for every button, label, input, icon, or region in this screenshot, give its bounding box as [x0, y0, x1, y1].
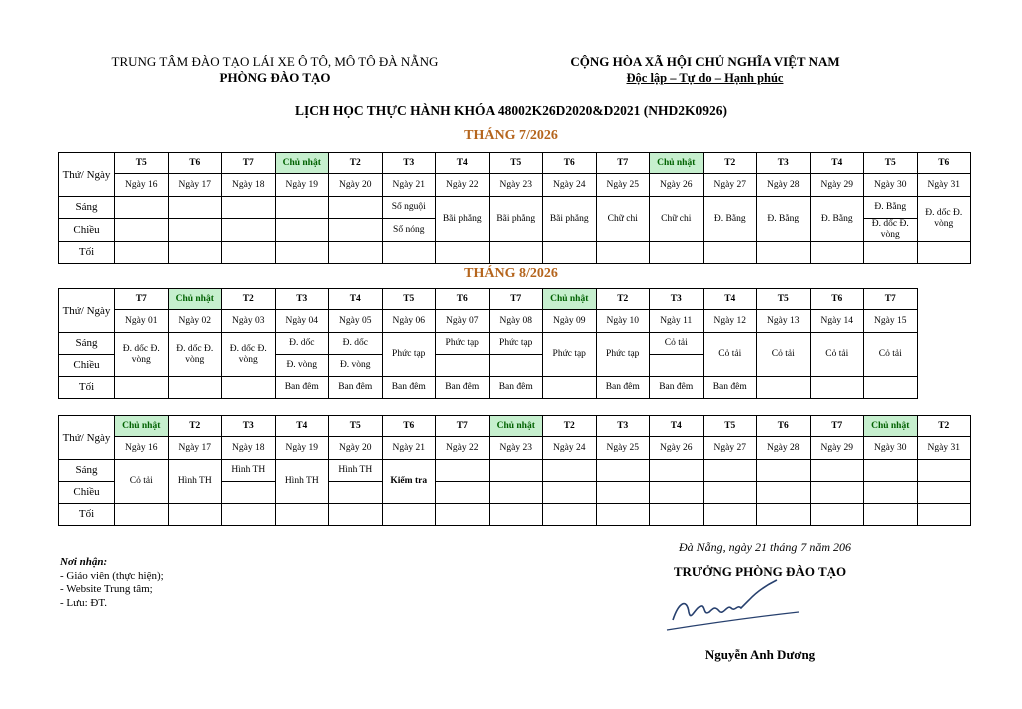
session-cell-chieu — [489, 355, 543, 377]
session-cell-sang — [489, 460, 543, 482]
day-of-week-cell: T4 — [810, 153, 864, 174]
session-cell-merged: Cỏ tải — [115, 460, 169, 504]
day-of-week-cell: Chủ nhật — [543, 289, 597, 310]
row-label-sang: Sáng — [59, 460, 115, 482]
day-of-week-cell: T3 — [275, 289, 329, 310]
day-of-week-cell: T3 — [757, 153, 811, 174]
session-cell-chieu: Đ. vòng — [329, 355, 383, 377]
session-cell-sang — [115, 197, 169, 219]
day-of-week-cell: T2 — [329, 153, 383, 174]
date-cell: Ngày 29 — [810, 174, 864, 197]
session-cell-merged: Phức tạp — [596, 333, 650, 377]
day-of-week-cell: Chủ nhật — [864, 416, 918, 437]
date-cell: Ngày 25 — [596, 437, 650, 460]
session-cell-toi: Ban đêm — [329, 377, 383, 399]
day-of-week-cell: T4 — [436, 153, 490, 174]
session-cell-sang — [596, 460, 650, 482]
session-cell-toi — [275, 504, 329, 526]
session-cell-toi: Ban đêm — [275, 377, 329, 399]
org-header — [60, 54, 490, 86]
session-cell-toi — [543, 377, 597, 399]
date-cell: Ngày 22 — [436, 437, 490, 460]
day-of-week-cell: T2 — [703, 153, 757, 174]
session-cell-toi — [115, 377, 169, 399]
day-of-week-cell: T5 — [489, 153, 543, 174]
date-cell: Ngày 01 — [115, 310, 169, 333]
day-of-week-cell: T7 — [810, 416, 864, 437]
day-of-week-cell: T4 — [329, 289, 383, 310]
day-of-week-cell: T4 — [703, 289, 757, 310]
date-cell: Ngày 16 — [115, 174, 169, 197]
session-cell-sang: Hình TH — [329, 460, 383, 482]
date-cell: Ngày 04 — [275, 310, 329, 333]
session-cell-merged: Cỏ tải — [703, 333, 757, 377]
session-cell-sang — [222, 197, 276, 219]
session-cell-merged: Hình TH — [168, 460, 222, 504]
session-cell-toi: Ban đêm — [650, 377, 704, 399]
session-cell-chieu — [703, 482, 757, 504]
session-cell-toi — [168, 242, 222, 264]
day-of-week-cell: T3 — [382, 153, 436, 174]
session-cell-merged: Phức tạp — [543, 333, 597, 377]
session-cell-toi — [382, 242, 436, 264]
month-title-august: THÁNG 8/2026 — [464, 266, 558, 281]
date-cell: Ngày 20 — [329, 174, 383, 197]
session-cell-toi — [757, 242, 811, 264]
session-cell-merged: Kiểm tra — [382, 460, 436, 504]
session-cell-sang — [329, 197, 383, 219]
date-cell: Ngày 22 — [436, 174, 490, 197]
session-cell-merged: Chữ chi — [650, 197, 704, 242]
session-cell-chieu — [329, 482, 383, 504]
session-cell-chieu — [596, 482, 650, 504]
day-of-week-cell: T4 — [650, 416, 704, 437]
session-cell-sang: Cỏ tải — [650, 333, 704, 355]
date-cell: Ngày 14 — [810, 310, 864, 333]
session-cell-chieu — [222, 219, 276, 242]
org-name: TRUNG TÂM ĐÀO TẠO LÁI XE Ô TÔ, MÔ TÔ ĐÀ NẴNG — [111, 54, 439, 69]
date-cell: Ngày 30 — [864, 174, 918, 197]
session-cell-sang — [543, 460, 597, 482]
signer-position: TRƯỞNG PHÒNG ĐÀO TẠO — [673, 564, 847, 579]
day-of-week-cell: T5 — [703, 416, 757, 437]
session-cell-toi — [917, 504, 971, 526]
row-label-sang: Sáng — [59, 197, 115, 219]
date-cell: Ngày 05 — [329, 310, 383, 333]
day-of-week-cell: T7 — [864, 289, 918, 310]
date-line: Đà Nẵng, ngày 21 tháng 7 năm 206 — [679, 540, 851, 554]
date-cell: Ngày 27 — [703, 174, 757, 197]
day-of-week-cell: T2 — [543, 416, 597, 437]
session-cell-toi — [329, 242, 383, 264]
date-cell: Ngày 19 — [275, 437, 329, 460]
session-cell-toi: Ban đêm — [703, 377, 757, 399]
session-cell-sang — [703, 460, 757, 482]
session-cell-sang — [810, 460, 864, 482]
day-of-week-cell: T3 — [650, 289, 704, 310]
session-cell-merged: Đ. dốc Đ. vòng — [222, 333, 276, 377]
day-of-week-cell: T5 — [864, 153, 918, 174]
session-cell-toi — [168, 377, 222, 399]
date-cell: Ngày 10 — [596, 310, 650, 333]
row-label-thu-ngay: Thứ/ Ngày — [59, 153, 115, 197]
session-cell-toi — [917, 242, 971, 264]
row-label-toi: Tối — [59, 242, 115, 264]
day-of-week-cell: Chủ nhật — [650, 153, 704, 174]
session-cell-merged: Đ. Bằng — [757, 197, 811, 242]
session-cell-toi — [436, 504, 490, 526]
day-of-week-cell: T7 — [222, 153, 276, 174]
session-cell-merged: Đ. dốc Đ. vòng — [917, 197, 971, 242]
day-of-week-cell: Chủ nhật — [115, 416, 169, 437]
day-of-week-cell: T2 — [917, 416, 971, 437]
recipients-block — [60, 556, 164, 610]
session-cell-toi — [489, 242, 543, 264]
date-cell: Ngày 29 — [810, 437, 864, 460]
day-of-week-cell: T6 — [436, 289, 490, 310]
session-cell-chieu: Đ. dốc Đ. vòng — [864, 219, 918, 242]
session-cell-toi — [115, 504, 169, 526]
date-cell: Ngày 21 — [382, 174, 436, 197]
session-cell-toi: Ban đêm — [489, 377, 543, 399]
signature-image — [665, 578, 805, 638]
session-cell-chieu — [222, 482, 276, 504]
session-cell-chieu — [543, 482, 597, 504]
date-cell: Ngày 31 — [917, 437, 971, 460]
session-cell-merged: Đ. dốc Đ. vòng — [115, 333, 169, 377]
session-cell-toi — [810, 377, 864, 399]
document-title: LỊCH HỌC THỰC HÀNH KHÓA 48002K26D2020&D2021 (NHD2K0926) — [294, 103, 727, 118]
session-cell-toi: Ban đêm — [436, 377, 490, 399]
day-of-week-cell: T7 — [596, 153, 650, 174]
session-cell-toi — [115, 242, 169, 264]
nation-header — [540, 54, 870, 86]
date-cell: Ngày 13 — [757, 310, 811, 333]
day-of-week-cell: T6 — [382, 416, 436, 437]
day-of-week-cell: T2 — [222, 289, 276, 310]
session-cell-merged: Hình TH — [275, 460, 329, 504]
row-label-chieu: Chiều — [59, 355, 115, 377]
session-cell-toi — [864, 504, 918, 526]
date-cell: Ngày 26 — [650, 174, 704, 197]
session-cell-toi: Ban đêm — [382, 377, 436, 399]
session-cell-chieu — [757, 482, 811, 504]
session-cell-sang — [275, 197, 329, 219]
date-cell: Ngày 24 — [543, 174, 597, 197]
session-cell-chieu — [168, 219, 222, 242]
date-cell: Ngày 18 — [222, 437, 276, 460]
session-cell-merged: Đ. Bằng — [703, 197, 757, 242]
date-cell: Ngày 02 — [168, 310, 222, 333]
session-cell-toi — [543, 242, 597, 264]
date-cell: Ngày 20 — [329, 437, 383, 460]
nation-name: CỘNG HÒA XÃ HỘI CHỦ NGHĨA VIỆT NAM — [570, 54, 840, 69]
day-of-week-cell: T2 — [596, 289, 650, 310]
date-cell: Ngày 24 — [543, 437, 597, 460]
session-cell-toi — [757, 377, 811, 399]
nation-motto: Độc lập – Tự do – Hạnh phúc — [626, 71, 784, 85]
schedule-table-july — [58, 152, 971, 264]
session-cell-toi — [864, 242, 918, 264]
date-cell: Ngày 28 — [757, 437, 811, 460]
session-cell-chieu — [810, 482, 864, 504]
session-cell-toi — [436, 242, 490, 264]
date-cell: Ngày 27 — [703, 437, 757, 460]
date-cell: Ngày 23 — [489, 437, 543, 460]
department-name: PHÒNG ĐÀO TẠO — [219, 70, 331, 85]
session-cell-toi — [543, 504, 597, 526]
day-of-week-cell: T2 — [168, 416, 222, 437]
date-cell: Ngày 17 — [168, 437, 222, 460]
date-cell: Ngày 21 — [382, 437, 436, 460]
row-label-toi: Tối — [59, 377, 115, 399]
date-cell: Ngày 11 — [650, 310, 704, 333]
day-of-week-cell: T7 — [115, 289, 169, 310]
date-cell: Ngày 12 — [703, 310, 757, 333]
session-cell-sang: Hình TH — [222, 460, 276, 482]
session-cell-chieu — [436, 355, 490, 377]
date-cell: Ngày 26 — [650, 437, 704, 460]
session-cell-toi — [864, 377, 918, 399]
session-cell-sang: Đ. Bằng — [864, 197, 918, 219]
row-label-sang: Sáng — [59, 333, 115, 355]
date-cell: Ngày 16 — [115, 437, 169, 460]
session-cell-sang — [168, 197, 222, 219]
session-cell-sang — [650, 460, 704, 482]
date-cell: Ngày 09 — [543, 310, 597, 333]
day-of-week-cell: T6 — [757, 416, 811, 437]
day-of-week-cell: T6 — [810, 289, 864, 310]
date-cell: Ngày 30 — [864, 437, 918, 460]
session-cell-chieu — [650, 355, 704, 377]
session-cell-toi: Ban đêm — [596, 377, 650, 399]
session-cell-toi — [489, 504, 543, 526]
day-of-week-cell: T5 — [329, 416, 383, 437]
session-cell-chieu — [275, 219, 329, 242]
session-cell-chieu — [115, 219, 169, 242]
recipient-item: - Giáo viên (thực hiện); — [60, 569, 164, 582]
date-cell: Ngày 28 — [757, 174, 811, 197]
session-cell-toi — [168, 504, 222, 526]
date-cell: Ngày 25 — [596, 174, 650, 197]
day-of-week-cell: T6 — [168, 153, 222, 174]
session-cell-sang: Phức tạp — [489, 333, 543, 355]
day-of-week-cell: T7 — [489, 289, 543, 310]
session-cell-sang: Số nguội — [382, 197, 436, 219]
session-cell-merged: Cỏ tải — [757, 333, 811, 377]
session-cell-toi — [596, 242, 650, 264]
row-label-chieu: Chiều — [59, 219, 115, 242]
session-cell-toi — [275, 242, 329, 264]
month-title-july: THÁNG 7/2026 — [464, 128, 558, 143]
date-cell: Ngày 18 — [222, 174, 276, 197]
session-cell-sang — [917, 460, 971, 482]
session-cell-sang — [864, 460, 918, 482]
session-cell-chieu — [436, 482, 490, 504]
session-cell-merged: Phức tạp — [382, 333, 436, 377]
day-of-week-cell: T3 — [222, 416, 276, 437]
session-cell-toi — [703, 504, 757, 526]
day-of-week-cell: T7 — [436, 416, 490, 437]
session-cell-sang — [436, 460, 490, 482]
schedule-table-august-2 — [58, 415, 971, 526]
session-cell-chieu — [489, 482, 543, 504]
row-label-toi: Tối — [59, 504, 115, 526]
session-cell-merged: Bãi phẳng — [436, 197, 490, 242]
session-cell-toi — [810, 242, 864, 264]
date-cell: Ngày 07 — [436, 310, 490, 333]
session-cell-merged: Đ. dốc Đ. vòng — [168, 333, 222, 377]
session-cell-toi — [703, 242, 757, 264]
session-cell-chieu: Số nóng — [382, 219, 436, 242]
day-of-week-cell: T6 — [543, 153, 597, 174]
date-cell: Ngày 15 — [864, 310, 918, 333]
row-label-thu-ngay: Thứ/ Ngày — [59, 416, 115, 460]
day-of-week-cell: Chủ nhật — [275, 153, 329, 174]
session-cell-chieu: Đ. vòng — [275, 355, 329, 377]
session-cell-toi — [596, 504, 650, 526]
session-cell-toi — [650, 504, 704, 526]
session-cell-chieu — [650, 482, 704, 504]
session-cell-sang: Đ. dốc — [329, 333, 383, 355]
session-cell-chieu — [329, 219, 383, 242]
day-of-week-cell: Chủ nhật — [489, 416, 543, 437]
date-cell: Ngày 17 — [168, 174, 222, 197]
session-cell-toi — [810, 504, 864, 526]
recipient-item: - Lưu: ĐT. — [60, 596, 107, 609]
session-cell-merged: Bãi phẳng — [489, 197, 543, 242]
session-cell-sang — [757, 460, 811, 482]
schedule-table-august-1 — [58, 288, 918, 399]
day-of-week-cell: T6 — [917, 153, 971, 174]
session-cell-chieu — [917, 482, 971, 504]
day-of-week-cell: Chủ nhật — [168, 289, 222, 310]
recipient-item: - Website Trung tâm; — [60, 583, 153, 595]
session-cell-merged: Chữ chi — [596, 197, 650, 242]
session-cell-toi — [222, 242, 276, 264]
session-cell-sang: Đ. dốc — [275, 333, 329, 355]
date-cell: Ngày 31 — [917, 174, 971, 197]
day-of-week-cell: T4 — [275, 416, 329, 437]
session-cell-toi — [222, 504, 276, 526]
session-cell-merged: Bãi phẳng — [543, 197, 597, 242]
row-label-chieu: Chiều — [59, 482, 115, 504]
signer-name: Nguyễn Anh Dương — [704, 647, 816, 662]
recipients-title: Nơi nhận: — [60, 556, 108, 568]
date-cell: Ngày 08 — [489, 310, 543, 333]
session-cell-merged: Cỏ tải — [810, 333, 864, 377]
session-cell-toi — [382, 504, 436, 526]
date-cell: Ngày 06 — [382, 310, 436, 333]
date-cell: Ngày 19 — [275, 174, 329, 197]
day-of-week-cell: T5 — [382, 289, 436, 310]
day-of-week-cell: T3 — [596, 416, 650, 437]
date-cell: Ngày 23 — [489, 174, 543, 197]
session-cell-merged: Đ. Bằng — [810, 197, 864, 242]
session-cell-toi — [757, 504, 811, 526]
session-cell-sang: Phức tạp — [436, 333, 490, 355]
session-cell-chieu — [864, 482, 918, 504]
date-cell: Ngày 03 — [222, 310, 276, 333]
session-cell-toi — [329, 504, 383, 526]
day-of-week-cell: T5 — [115, 153, 169, 174]
session-cell-merged: Cỏ tải — [864, 333, 918, 377]
day-of-week-cell: T5 — [757, 289, 811, 310]
row-label-thu-ngay: Thứ/ Ngày — [59, 289, 115, 333]
session-cell-toi — [650, 242, 704, 264]
session-cell-toi — [222, 377, 276, 399]
